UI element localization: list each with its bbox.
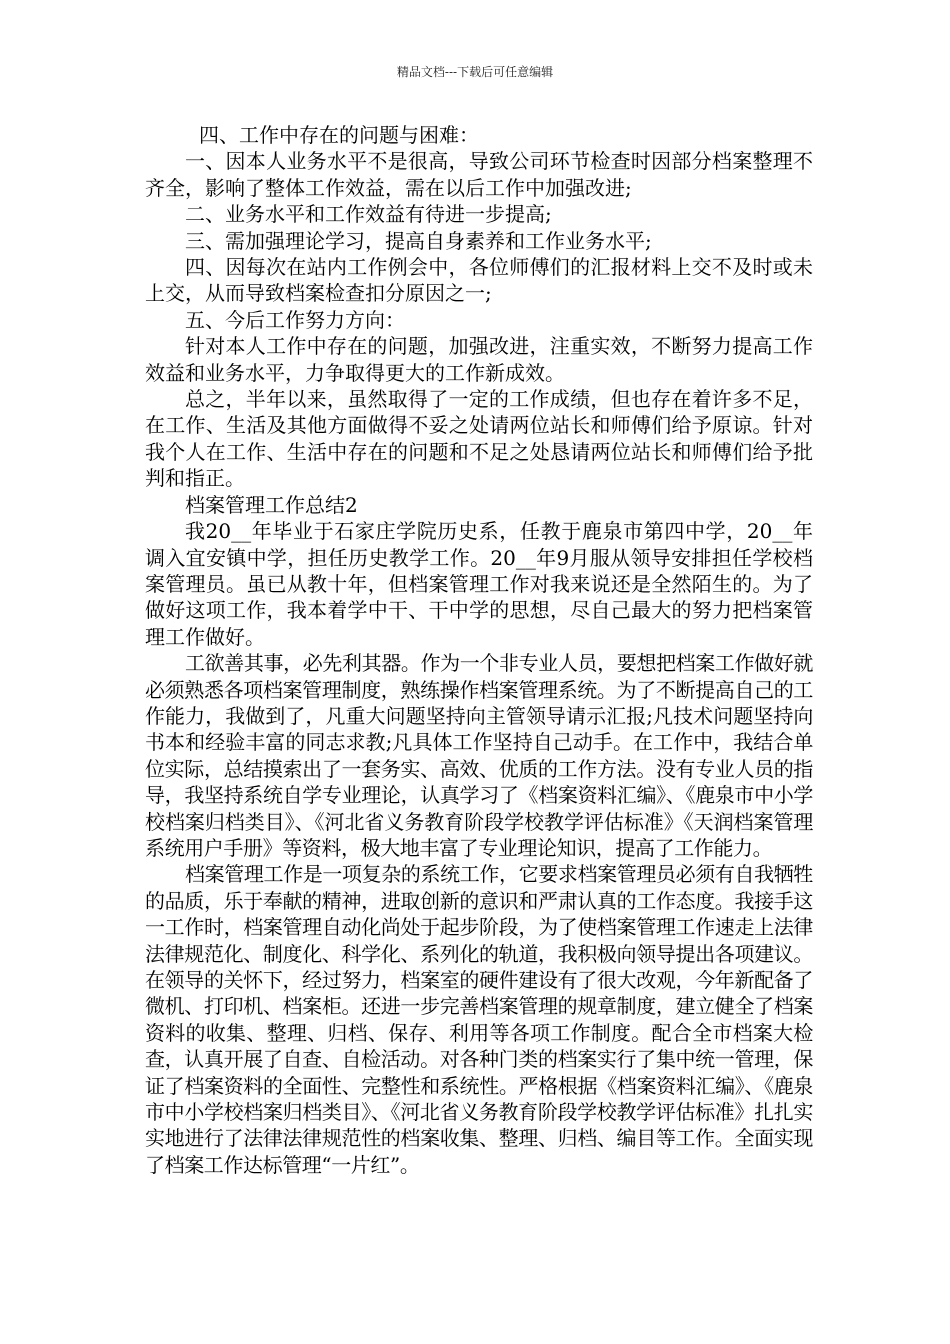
page-header: 精品文档---下载后可任意编辑 — [396, 65, 554, 79]
paragraph: 三、需加强理论学习，提高自身素养和工作业务水平; — [185, 228, 652, 253]
paragraph: 四、因每次在站内工作例会中，各位师傅们的汇报材料上交不及时或未上交，从而导致档案检查扣分原因之一; — [145, 255, 813, 306]
paragraph: 二、业务水平和工作效益有待进一步提高; — [185, 202, 552, 227]
document-body — [145, 122, 813, 1178]
section-heading-problems: 四、工作中存在的问题与困难： — [199, 123, 479, 147]
section-heading-direction: 五、今后工作努力方向： — [185, 307, 405, 332]
paragraph: 档案管理工作是一项复杂的系统工作，它要求档案管理员必须有自我牺牲的品质，乐于奉献的精神，进取创新的意识和严肃认真的工作态度。我接手这一工作时，档案管理自动化尚处于起步阶段，为了使档案管理工作速走上法律法律规范化、制度化、科学化、系列化的轨道，我积极向领导提出各项建议。在领导的关怀下，经过努力，档案室的硬件建设有了很大改观，今年新配备了微机、打印机、档案柜。还进一步完善档案管理的规章制度，建立健全了档案资料的收集、整理、归档、保存、利用等各项工作制度。配合全市档案大检查，认真开展了自查、自检活动。对各种门类的档案实行了集中统一管理，保证了档案资料的全面性、完整性和系统性。严格根据《档案资料汇编》、《鹿泉市中小学校档案归档类目》、《河北省义务教育阶段学校教学评估标准》扎扎实实地进行了法律法律规范性的档案收集、整理、归档、编目等工作。全面实现了档案工作达标管理“一片红”。 — [145, 862, 813, 1177]
paragraph: 针对本人工作中存在的问题，加强改进，注重实效，不断努力提高工作效益和业务水平，力争取得更大的工作新成效。 — [145, 334, 813, 385]
paragraph: 工欲善其事，必先利其器。作为一个非专业人员，要想把档案工作做好就必须熟悉各项档案管理制度，熟练操作档案管理系统。为了不断提高自己的工作能力，我做到了，凡重大问题坚持向主管领导请示汇报;凡技术问题坚持向书本和经验丰富的同志求教;凡具体工作坚持自己动手。在工作中，我结合单位实际，总结摸索出了一套务实、高效、优质的工作方法。没有专业人员的指导，我坚持系统自学专业理论，认真学习了《档案资料汇编》、《鹿泉市中小学校档案归档类目》、《河北省义务教育阶段学校教学评估标准》《天润档案管理系统用户手册》等资料，极大地丰富了专业理论知识，提高了工作能力。 — [145, 651, 813, 860]
paragraph: 我20__年毕业于石家庄学院历史系，任教于鹿泉市第四中学，20__年调入宜安镇中学，担任历史教学工作。20__年9月服从领导安排担任学校档案管理员。虽已从教十年，但档案管理工作对我来说还是全然陌生的。为了做好这项工作，我本着学中干、干中学的思想，尽自己最大的努力把档案管理工作做好。 — [145, 519, 813, 649]
paragraph: 总之，半年以来，虽然取得了一定的工作成绩，但也存在着许多不足，在工作、生活及其他方面做得不妥之处请两位站长和师傅们给予原谅。针对我个人在工作、生活中存在的问题和不足之处恳请两位站长和师傅们给予批判和指正。 — [145, 387, 813, 491]
section-title: 档案管理工作总结2 — [185, 492, 358, 517]
paragraph: 一、因本人业务水平不是很高，导致公司环节检查时因部分档案整理不齐全，影响了整体工作效益，需在以后工作中加强改进; — [145, 149, 813, 200]
